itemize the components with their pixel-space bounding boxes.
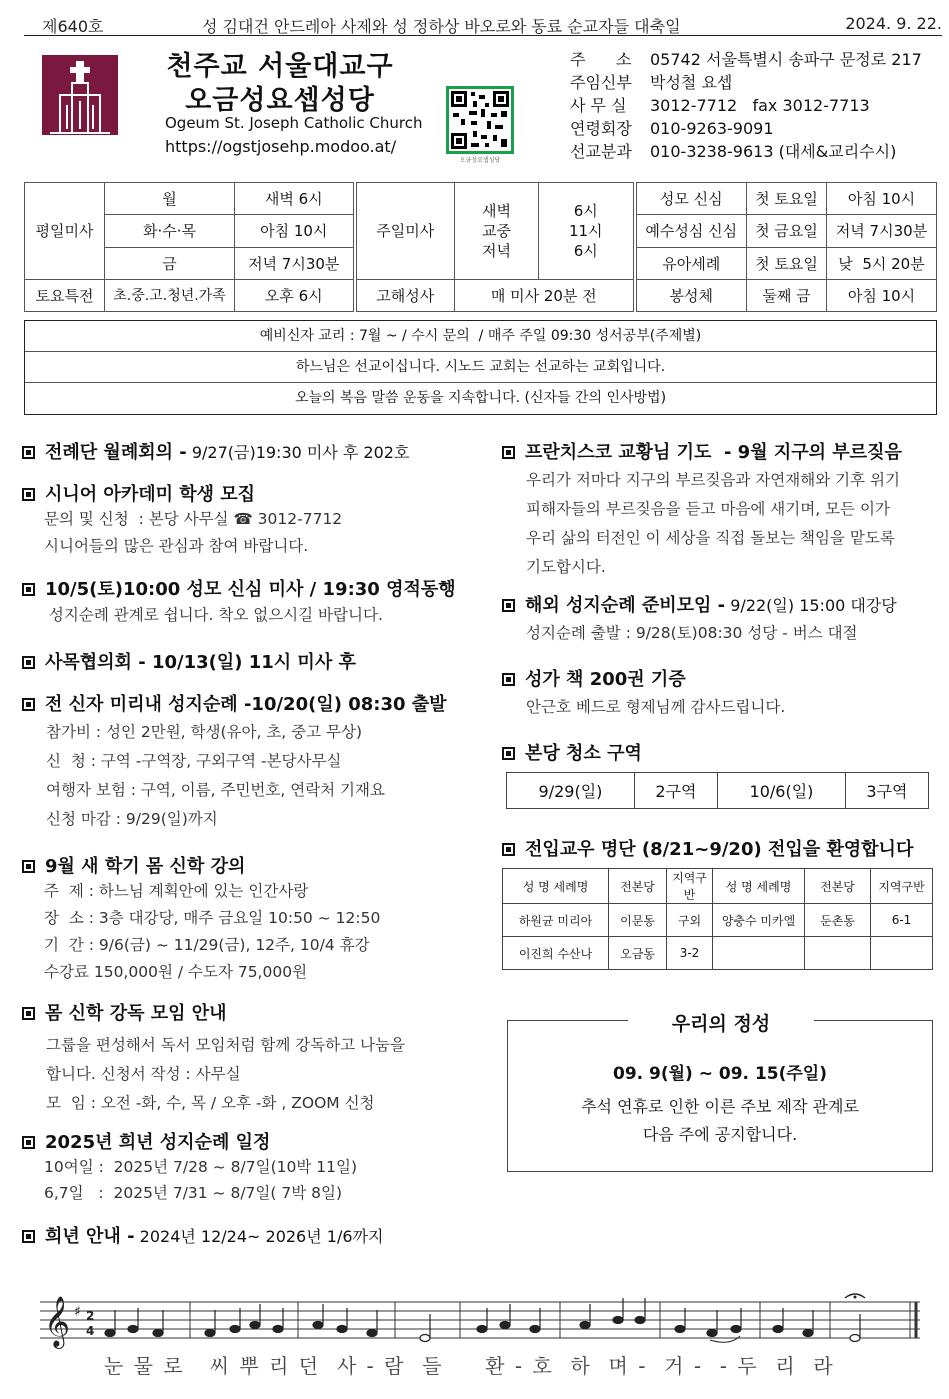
- section-title: 프란치스코 교황님 기도 - 9월 지구의 부르짖음: [525, 442, 902, 463]
- section-pilgrimage-mirinae: [22, 690, 447, 834]
- section-subtitle: 9/22(일) 15:00 대강당: [725, 596, 897, 615]
- bullet-square-icon: [22, 1007, 35, 1020]
- special-time: 저녁 7시30분: [827, 215, 937, 247]
- table-cell: [805, 937, 871, 970]
- hymn-lyrics: 눈 물 로 씨 뿌 리 던 사 - 람 들 환 - 호 하 며 - 거 - - 두 리 라: [104, 1354, 835, 1378]
- section-title: 성가 책 200권 기증: [525, 669, 686, 690]
- section-line: 우리 삶의 터전인 이 세상을 직접 돌보는 책임을 맡도록: [526, 529, 895, 547]
- confession-time: 매 미사 20분 전: [455, 279, 635, 311]
- section-subtitle: 2024년 12/24~ 2026년 1/6까지: [134, 1227, 384, 1246]
- bullet-square-icon: [22, 1230, 35, 1243]
- music-score: [40, 1290, 920, 1350]
- qr-code-icon: [449, 89, 511, 151]
- weekday-day: 월: [105, 183, 235, 215]
- sharp-icon: ♯: [74, 1304, 81, 1320]
- section-theology-of-body: [22, 852, 380, 986]
- section-title: 전 신자 미리내 성지순례 -10/20(일) 08:30 출발: [45, 694, 447, 715]
- section-line: 시니어들의 많은 관심과 참여 바랍니다.: [44, 537, 309, 555]
- banner-line: 하느님은 선교이십니다. 시노드 교회는 선교하는 교회입니다.: [25, 352, 936, 383]
- bullet-square-icon: [502, 673, 515, 686]
- section-subtitle: 9/27(금)19:30 미사 후 202호: [186, 443, 410, 462]
- section-jubilee-info: [22, 1222, 383, 1248]
- section-hymnbook-donation: [502, 665, 785, 722]
- contact-row: [570, 117, 922, 140]
- note-icon: [105, 1330, 115, 1337]
- note-icon: [707, 1330, 717, 1337]
- weekday-day: 금: [105, 247, 235, 279]
- half-note-icon: [420, 1335, 430, 1342]
- confession-label: 고해성사: [355, 279, 455, 311]
- note-icon: [337, 1326, 347, 1333]
- bullet-square-icon: [22, 698, 35, 711]
- treble-clef-icon: 𝄞: [44, 1296, 71, 1347]
- music-staff: [40, 1290, 920, 1350]
- saturday-label: 토요특전: [25, 279, 105, 311]
- section-pastoral-council: [22, 648, 356, 674]
- section-line: 장 소 : 3층 대강당, 매주 금요일 10:50 ~ 12:50: [44, 909, 381, 927]
- diocese-title: 천주교 서울대교구: [166, 51, 394, 82]
- banner-line: 예비신자 교리 : 7월 ~ / 수시 문의 / 매주 주일 09:30 성서공부(주제별): [25, 321, 936, 352]
- section-line: 신 청 : 구역 -구역장, 구외구역 -본당사무실: [46, 752, 342, 770]
- table-cell: [871, 937, 933, 970]
- table-cell: 이문동: [609, 904, 667, 937]
- table-header: 성 명 세례명: [713, 869, 805, 904]
- section-line: 6,7일 : 2025년 7/31 ~ 8/7일( 7박 8일): [44, 1184, 343, 1202]
- saturday-time: 오후 6시: [235, 279, 355, 311]
- sunday-mass-label: 주일미사: [355, 183, 455, 280]
- parish-logo: [42, 55, 118, 135]
- note-icon: [367, 1330, 377, 1337]
- section-newcomers: [502, 835, 913, 861]
- section-line: 10여일 : 2025년 7/28 ~ 8/7일(10박 11일): [44, 1158, 357, 1176]
- note-icon: [803, 1330, 813, 1337]
- parish-url[interactable]: https://ogstjosehp.modoo.at/: [165, 137, 397, 156]
- table-cell: 3-2: [667, 937, 713, 970]
- contact-label: 주 소: [570, 50, 632, 69]
- weekday-day: 화·수·목: [105, 215, 235, 247]
- section-line: 여행자 보험 : 구역, 이름, 주민번호, 연락처 기재요: [46, 781, 385, 799]
- table-cell: 오금동: [609, 937, 667, 970]
- bullet-square-icon: [22, 860, 35, 873]
- slur-icon: [710, 1336, 740, 1342]
- section-title: 해외 성지순례 준비모임 -: [525, 595, 726, 616]
- contact-value: 05742 서울특별시 송파구 문정로 217: [650, 50, 922, 69]
- table-row: [503, 904, 933, 937]
- mass-schedule-table: [24, 182, 937, 312]
- section-senior-academy: [22, 480, 342, 560]
- cleaning-cell: 2구역: [634, 773, 717, 809]
- table-header: 지역구반: [667, 869, 713, 904]
- table-cell: 하원균 미리아: [503, 904, 609, 937]
- note-icon: [230, 1326, 240, 1333]
- bullet-square-icon: [22, 583, 35, 596]
- note-icon: [205, 1330, 215, 1337]
- cleaning-cell: 10/6(일): [717, 773, 845, 809]
- special-name: 성모 신심: [635, 183, 747, 215]
- note-icon: [250, 1322, 260, 1329]
- note-icon: [613, 1317, 623, 1324]
- table-header: 전본당: [805, 869, 871, 904]
- contact-label: 주임신부: [570, 73, 632, 92]
- section-line: 참가비 : 성인 2만원, 학생(유아, 초, 중고 무상): [46, 723, 363, 741]
- weekday-time: 아침 10시: [235, 215, 355, 247]
- special-when: 첫 금요일: [747, 215, 827, 247]
- table-cell: 구외: [667, 904, 713, 937]
- section-cleaning-zone: [502, 739, 642, 765]
- contact-row: [570, 71, 922, 94]
- table-header: 지역구반: [871, 869, 933, 904]
- offering-line: 다음 주에 공지합니다.: [642, 1125, 798, 1144]
- bullet-square-icon: [22, 488, 35, 501]
- note-icon: [675, 1326, 685, 1333]
- cleaning-cell: 3구역: [845, 773, 928, 809]
- bullet-square-icon: [22, 656, 35, 669]
- table-header: 성 명 세례명: [503, 869, 609, 904]
- section-line: 문의 및 신청 : 본당 사무실 ☎ 3012-7712: [44, 510, 343, 528]
- table-header: 전본당: [609, 869, 667, 904]
- newcomers-table: [502, 868, 933, 970]
- section-title: 희년 안내 -: [45, 1226, 135, 1247]
- parish-title: 오금성요셉성당: [185, 85, 375, 116]
- special-time: 낮 5시 20분: [827, 247, 937, 279]
- banner-line: 오늘의 복음 말씀 운동을 지속합니다. (신자들 간의 인사방법): [294, 390, 667, 406]
- contact-label: 선교분과: [570, 142, 632, 161]
- offering-text: [508, 1093, 932, 1149]
- special-when: 첫 토요일: [747, 247, 827, 279]
- notice-banners: [24, 320, 937, 415]
- section-title: 시니어 아카데미 학생 모집: [45, 484, 256, 505]
- section-title: 9월 새 학기 몸 신학 강의: [45, 856, 246, 877]
- offering-line: 추석 연휴로 인한 이른 주보 제작 관계로: [581, 1097, 859, 1116]
- contact-value: 3012-7712 fax 3012-7713: [650, 96, 870, 115]
- note-icon: [530, 1326, 540, 1333]
- bullet-square-icon: [502, 843, 515, 856]
- section-line: 수강료 150,000원 / 수도자 75,000원: [44, 963, 308, 981]
- section-title: 전입교우 명단 (8/21~9/20) 전입을 환영합니다: [525, 839, 914, 860]
- section-line: 신청 마감 : 9/29(일)까지: [46, 810, 218, 828]
- section-title: 2025년 희년 성지순례 일정: [45, 1132, 271, 1153]
- note-icon: [313, 1322, 323, 1329]
- section-line: 주 제 : 하느님 계획안에 있는 인간사랑: [44, 882, 309, 900]
- contact-info: [570, 48, 922, 163]
- qr-code[interactable]: [446, 86, 514, 154]
- note-icon: [153, 1330, 163, 1337]
- sunday-mass-types: 새벽 교중 저녁: [455, 183, 539, 280]
- note-icon: [773, 1326, 783, 1333]
- special-when: 첫 토요일: [747, 183, 827, 215]
- table-cell: 양충수 미카엘: [713, 904, 805, 937]
- time-signature-top-icon: 2: [86, 1309, 95, 1323]
- bullet-square-icon: [22, 1136, 35, 1149]
- section-line: 우리가 저마다 지구의 부르짖음과 자연재해와 기후 위기: [526, 471, 900, 489]
- bullet-square-icon: [22, 446, 35, 459]
- cleaning-table: [506, 772, 929, 809]
- issue-date: 2024. 9. 22.: [845, 14, 942, 33]
- bullet-square-icon: [502, 599, 515, 612]
- special-name: 예수성심 신심: [635, 215, 747, 247]
- table-row: [503, 937, 933, 970]
- sunday-mass-times: 6시 11시 6시: [539, 183, 635, 280]
- offering-date: 09. 9(월) ~ 09. 15(주일): [613, 1064, 827, 1084]
- qr-caption: 오금성요셉성당: [459, 157, 501, 164]
- section-line: 그룹을 편성해서 독서 모임처럼 함께 강독하고 나눔을: [46, 1036, 405, 1054]
- contact-value: 010-3238-9613 (대세&교리수시): [650, 142, 897, 161]
- table-cell: 6-1: [871, 904, 933, 937]
- section-jubilee-pilgrimage: [22, 1128, 357, 1206]
- section-title: 전례단 월례회의 -: [45, 442, 187, 463]
- contact-row: [570, 140, 922, 163]
- feast-title: 성 김대건 안드레아 사제와 성 정하상 바오로와 동료 순교자들 대축일: [202, 17, 681, 36]
- table-cell: 둔촌동: [805, 904, 871, 937]
- special-name: 유아세례: [635, 247, 747, 279]
- section-liturgy-meeting: [22, 438, 409, 464]
- note-icon: [477, 1326, 487, 1333]
- anointing-when: 둘째 금: [747, 279, 827, 311]
- church-icon: [42, 55, 118, 135]
- weekday-time: 새벽 6시: [235, 183, 355, 215]
- cleaning-cell: 9/29(일): [507, 773, 635, 809]
- offering-title: 우리의 정성: [628, 1009, 814, 1036]
- contact-label: 사 무 실: [570, 96, 627, 115]
- parish-english-name: Ogeum St. Joseph Catholic Church: [165, 114, 423, 132]
- note-icon: [500, 1322, 510, 1329]
- table-cell: 이진희 수산나: [503, 937, 609, 970]
- weekday-mass-label: 평일미사: [25, 183, 105, 280]
- note-icon: [128, 1326, 138, 1333]
- table-cell: [713, 937, 805, 970]
- section-line: 성지순례 출발 : 9/28(토)08:30 성당 - 버스 대절: [526, 624, 858, 642]
- note-icon: [731, 1326, 741, 1333]
- section-line: 합니다. 신청서 작성 : 사무실: [46, 1065, 241, 1083]
- contact-value: 010-9263-9091: [650, 119, 774, 138]
- special-time: 아침 10시: [827, 183, 937, 215]
- contact-value: 박성철 요셉: [650, 73, 733, 92]
- section-line: 피해자들의 부르짖음을 듣고 마음에 새기며, 모든 이가: [526, 500, 890, 518]
- section-line: 성지순례 관계로 쉽니다. 착오 없으시길 바랍니다.: [44, 606, 383, 624]
- section-line: 안근호 베드로 형제님께 감사드립니다.: [526, 698, 786, 716]
- anointing-label: 봉성체: [635, 279, 747, 311]
- issue-number: 제640호: [42, 17, 104, 36]
- section-line: 모 임 : 오전 -화, 수, 목 / 오후 -화 , ZOOM 신청: [46, 1094, 375, 1112]
- time-signature-bottom-icon: 4: [86, 1324, 95, 1338]
- saturday-group: 초.중.고.청년.가족: [105, 279, 235, 311]
- bullet-square-icon: [502, 446, 515, 459]
- note-icon: [580, 1322, 590, 1329]
- anointing-time: 아침 10시: [827, 279, 937, 311]
- contact-row: [570, 94, 922, 117]
- weekday-time: 저녁 7시30분: [235, 247, 355, 279]
- section-title: 몸 신학 강독 모임 안내: [45, 1003, 227, 1024]
- section-marian-mass: [22, 575, 456, 630]
- half-note-icon: [850, 1335, 860, 1342]
- contact-label: 연령회장: [570, 119, 632, 138]
- note-icon: [635, 1317, 645, 1324]
- offering-box: [507, 1013, 933, 1172]
- section-title: 본당 청소 구역: [525, 743, 642, 764]
- section-overseas-pilgrimage: [502, 591, 897, 648]
- section-title: 10/5(토)10:00 성모 신심 미사 / 19:30 영적동행: [45, 579, 456, 600]
- section-line: 기 간 : 9/6(금) ~ 11/29(금), 12주, 10/4 휴강: [44, 936, 370, 954]
- header-bar: [24, 12, 942, 36]
- section-pope-prayer: [502, 438, 902, 582]
- note-icon: [273, 1326, 283, 1333]
- bullet-square-icon: [502, 747, 515, 760]
- contact-row: [570, 48, 922, 71]
- section-reading-group: [22, 999, 405, 1118]
- section-title: 사목협의회 - 10/13(일) 11시 미사 후: [45, 652, 356, 673]
- section-line: 기도합시다.: [526, 558, 606, 576]
